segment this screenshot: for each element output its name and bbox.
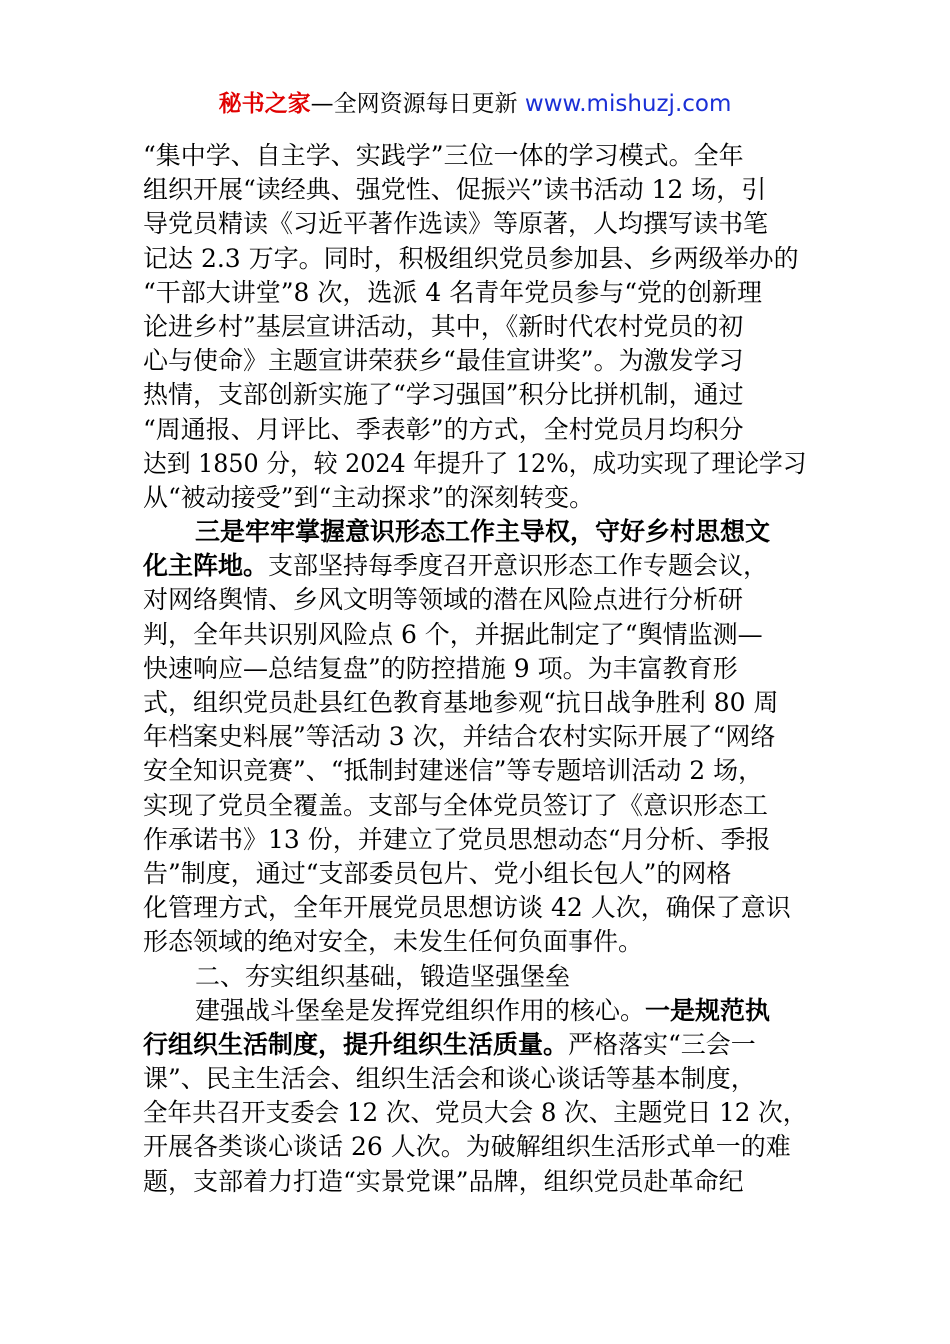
bold-text-segment: 一是规范执: [645, 995, 771, 1025]
page-header: [0, 86, 950, 122]
text-segment: 形态领域的绝对安全，未发生任何负面事件。: [143, 927, 644, 957]
text-segment: “周通报、月评比、季表彰”的方式，全村党员月均积分: [143, 414, 744, 444]
text-line: [143, 652, 807, 686]
header-url-link[interactable]: www.mishuzj.com: [524, 91, 732, 117]
text-line: [143, 1130, 807, 1164]
text-segment: 开展各类谈心谈话 26 人次。为破解组织生活形式单一的难: [143, 1132, 791, 1162]
text-line: [143, 1165, 807, 1199]
text-line: [143, 960, 807, 994]
header-dash: —: [310, 91, 334, 117]
text-segment: 实现了党员全覆盖。支部与全体党员签订了《意识形态工: [143, 790, 769, 820]
text-line: [143, 994, 807, 1028]
text-segment: 支部坚持每季度召开意识形态工作专题会议，: [268, 551, 769, 581]
header-tagline: 全网资源每日更新: [333, 91, 518, 117]
text-line: [143, 1062, 807, 1096]
text-segment: 建强战斗堡垒是发挥党组织作用的核心。: [195, 995, 646, 1025]
text-segment: 全年共召开支委会 12 次、党员大会 8 次、主题党日 12 次，: [143, 1098, 808, 1128]
text-segment: 记达 2.3 万字。同时，积极组织党员参加县、乡两级举办的: [143, 243, 799, 273]
header-brand: 秘书之家: [218, 91, 311, 117]
text-line: [143, 720, 807, 754]
text-line: [143, 857, 807, 891]
text-segment: 作承诺书》13 份，并建立了党员思想动态“月分析、季报: [143, 824, 771, 854]
text-line: [143, 310, 807, 344]
text-line: [143, 276, 807, 310]
text-segment: 年档案史料展”等活动 3 次，并结合农村实际开展了“网络: [143, 722, 776, 752]
document-body: [143, 139, 807, 1199]
text-line: [143, 378, 807, 412]
text-line: [143, 823, 807, 857]
text-segment: “集中学、自主学、实践学”三位一体的学习模式。全年: [143, 141, 744, 170]
text-segment: 题，支部着力打造“实景党课”品牌，组织党员赴革命纪: [143, 1166, 744, 1196]
text-segment: 导党员精读《习近平著作选读》等原著，人均撰写读书笔: [143, 209, 769, 239]
text-segment: 达到 1850 分，较 2024 年提升了 12%，成功实现了理论学习: [143, 448, 807, 478]
bold-text-segment: 三是牢牢掌握意识形态工作主导权，守好乡村思想文: [195, 517, 771, 547]
text-line: [143, 583, 807, 617]
text-segment: 判，全年共识别风险点 6 个，并据此制定了“舆情监测—: [143, 619, 763, 649]
text-segment: 严格落实“三会一: [568, 1029, 756, 1059]
text-line: [143, 447, 807, 481]
text-segment: 化管理方式，全年开展党员思想访谈 42 人次，确保了意识: [143, 893, 791, 923]
text-segment: 式，组织党员赴县红色教育基地参观“抗日战争胜利 80 周: [143, 688, 779, 717]
text-line: [143, 789, 807, 823]
text-segment: 对网络舆情、乡风文明等领域的潜在风险点进行分析研: [143, 585, 744, 615]
text-line: [143, 686, 807, 720]
text-segment: 心与使命》主题宣讲荣获乡“最佳宣讲奖”。为激发学习: [143, 346, 744, 376]
text-line: [143, 925, 807, 959]
text-line: [143, 1028, 807, 1062]
text-line: [143, 481, 807, 515]
text-line: [143, 1096, 808, 1130]
text-line: [143, 754, 807, 788]
text-line: [143, 413, 807, 447]
text-segment: 热情，支部创新实施了“学习强国”积分比拼机制，通过: [143, 380, 744, 410]
text-line: [143, 207, 807, 241]
text-line: [143, 549, 807, 583]
text-segment: 二、夯实组织基础，锻造坚强堡垒: [195, 961, 571, 991]
text-line: [143, 242, 807, 276]
bold-text-segment: 化主阵地。: [143, 551, 269, 581]
text-segment: 快速响应—总结复盘”的防控措施 9 项。为丰富教育形: [143, 653, 738, 683]
text-segment: 安全知识竞赛”、“抵制封建迷信”等专题培训活动 2 场，: [143, 756, 764, 786]
text-line: [143, 618, 807, 652]
text-segment: 从“被动接受”到“主动探求”的深刻转变。: [143, 482, 595, 512]
text-segment: 课”、民主生活会、组织生活会和谈心谈话等基本制度，: [143, 1064, 756, 1094]
text-line: [143, 344, 807, 378]
text-segment: 组织开展“读经典、强党性、促振兴”读书活动 12 场，引: [143, 175, 767, 205]
text-line: [143, 891, 807, 925]
bold-text-segment: 行组织生活制度，提升组织生活质量。: [143, 1029, 569, 1059]
text-line: [143, 515, 807, 549]
text-line: [143, 173, 807, 207]
text-segment: “干部大讲堂”8 次，选派 4 名青年党员参与“党的创新理: [143, 277, 762, 307]
text-segment: 告”制度，通过“支部委员包片、党小组长包人”的网格: [143, 858, 732, 888]
text-segment: 论进乡村”基层宣讲活动，其中，《新时代农村党员的初: [143, 311, 744, 341]
text-line: [143, 139, 807, 173]
